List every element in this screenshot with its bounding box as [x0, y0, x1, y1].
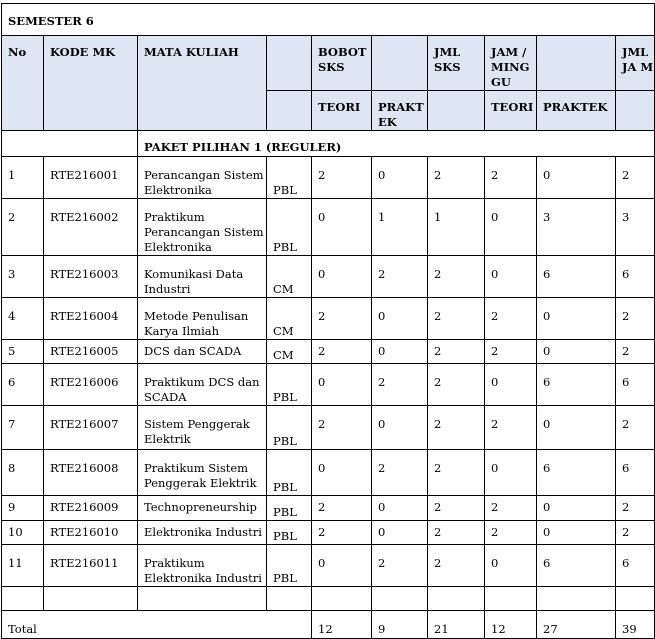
- course-jml-jam: 3: [616, 199, 655, 256]
- paket-blank: [2, 131, 138, 157]
- course-jml-sks: 2: [428, 364, 485, 406]
- course-praktek: 0: [372, 406, 428, 450]
- col-subheader-jam-teori: TEORI: [485, 91, 537, 131]
- course-code: RTE216007: [44, 406, 138, 450]
- course-praktek: 0: [372, 496, 428, 521]
- course-jam-praktek: 6: [537, 545, 616, 587]
- table-row: [2, 157, 655, 199]
- course-jml-jam: 6: [616, 545, 655, 587]
- course-method: CM: [267, 256, 312, 298]
- col-header-bobot-blank: [372, 36, 428, 91]
- course-jml-sks: 2: [428, 256, 485, 298]
- course-method: PBL: [267, 406, 312, 450]
- empty-cell: [372, 587, 428, 611]
- course-code: RTE216008: [44, 450, 138, 496]
- course-jam-teori: 2: [485, 521, 537, 545]
- course-jml-sks: 2: [428, 298, 485, 340]
- course-method: PBL: [267, 364, 312, 406]
- course-teori: 2: [312, 496, 372, 521]
- col-header-jam-minggu: JAM / MING GU: [485, 36, 537, 91]
- course-teori: 2: [312, 157, 372, 199]
- table-row: [2, 199, 655, 256]
- course-jml-jam: 2: [616, 406, 655, 450]
- course-method: PBL: [267, 450, 312, 496]
- semester-title-row: [2, 4, 655, 36]
- col-subheader-jml-sks-blank: [428, 91, 485, 131]
- course-jml-sks: 2: [428, 340, 485, 364]
- course-jam-praktek: 6: [537, 256, 616, 298]
- table-row: [2, 545, 655, 587]
- course-jml-jam: 2: [616, 157, 655, 199]
- course-praktek: 2: [372, 545, 428, 587]
- course-teori: 0: [312, 364, 372, 406]
- course-jam-teori: 0: [485, 199, 537, 256]
- course-jam-praktek: 6: [537, 450, 616, 496]
- course-teori: 0: [312, 545, 372, 587]
- course-jml-jam: 2: [616, 521, 655, 545]
- table-row: [2, 340, 655, 364]
- empty-cell: [267, 587, 312, 611]
- course-teori: 2: [312, 298, 372, 340]
- course-jam-teori: 2: [485, 406, 537, 450]
- course-code: RTE216001: [44, 157, 138, 199]
- table-row: [2, 298, 655, 340]
- col-subheader-jam-praktek: PRAKTEK: [537, 91, 616, 131]
- course-name: Elektronika Industri: [138, 521, 267, 545]
- table-row: [2, 496, 655, 521]
- course-code: RTE216003: [44, 256, 138, 298]
- course-teori: 2: [312, 521, 372, 545]
- course-praktek: 2: [372, 450, 428, 496]
- empty-cell: [44, 587, 138, 611]
- col-header-jml-jam: JML JA M: [616, 36, 655, 91]
- course-teori: 0: [312, 450, 372, 496]
- course-jml-sks: 2: [428, 450, 485, 496]
- semester-title: SEMESTER 6: [2, 4, 655, 36]
- col-header-bobot-sks: BOBOT SKS: [312, 36, 372, 91]
- course-no: 7: [2, 406, 44, 450]
- course-name: Perancangan Sistem Elektronika: [138, 157, 267, 199]
- course-no: 9: [2, 496, 44, 521]
- course-name: Praktikum DCS dan SCADA: [138, 364, 267, 406]
- table-row: [2, 256, 655, 298]
- total-jml-sks: 21: [428, 611, 485, 639]
- course-no: 5: [2, 340, 44, 364]
- course-jam-teori: 2: [485, 340, 537, 364]
- course-jml-sks: 2: [428, 545, 485, 587]
- course-jam-teori: 0: [485, 364, 537, 406]
- col-subheader-praktek: PRAKT EK: [372, 91, 428, 131]
- course-name: Praktikum Perancangan Sistem Elektronika: [138, 199, 267, 256]
- course-jam-teori: 2: [485, 496, 537, 521]
- total-jml-jam: 39: [616, 611, 655, 639]
- col-subheader-jml-jam-blank: [616, 91, 655, 131]
- course-jml-jam: 2: [616, 496, 655, 521]
- course-no: 2: [2, 199, 44, 256]
- course-jml-jam: 2: [616, 340, 655, 364]
- course-praktek: 0: [372, 157, 428, 199]
- course-method: PBL: [267, 157, 312, 199]
- course-jam-teori: 2: [485, 298, 537, 340]
- course-teori: 0: [312, 256, 372, 298]
- course-jml-jam: 6: [616, 256, 655, 298]
- course-jml-jam: 6: [616, 450, 655, 496]
- total-teori: 12: [312, 611, 372, 639]
- col-subheader-teori: TEORI: [312, 91, 372, 131]
- course-jam-praktek: 0: [537, 298, 616, 340]
- course-no: 3: [2, 256, 44, 298]
- course-no: 8: [2, 450, 44, 496]
- course-jml-jam: 6: [616, 364, 655, 406]
- semester-course-table: [1, 3, 655, 639]
- header-row-1: [2, 36, 655, 91]
- course-method: CM: [267, 298, 312, 340]
- course-no: 4: [2, 298, 44, 340]
- empty-cell: [537, 587, 616, 611]
- course-name: Technopreneurship: [138, 496, 267, 521]
- col-header-kode-mk: KODE MK: [44, 36, 138, 131]
- course-method: CM: [267, 340, 312, 364]
- course-jml-sks: 1: [428, 199, 485, 256]
- course-no: 10: [2, 521, 44, 545]
- course-jml-sks: 2: [428, 406, 485, 450]
- course-jml-sks: 2: [428, 496, 485, 521]
- course-jml-jam: 2: [616, 298, 655, 340]
- course-name: Praktikum Elektronika Industri: [138, 545, 267, 587]
- course-praktek: 0: [372, 340, 428, 364]
- course-name: Komunikasi Data Industri: [138, 256, 267, 298]
- course-jam-teori: 0: [485, 256, 537, 298]
- course-praktek: 1: [372, 199, 428, 256]
- course-method: PBL: [267, 545, 312, 587]
- course-jam-praktek: 0: [537, 340, 616, 364]
- course-jam-teori: 0: [485, 450, 537, 496]
- course-jam-teori: 2: [485, 157, 537, 199]
- total-row: [2, 611, 655, 639]
- col-subheader-metode-blank: [267, 91, 312, 131]
- course-method: PBL: [267, 496, 312, 521]
- course-jam-praktek: 0: [537, 157, 616, 199]
- col-header-metode-blank: [267, 36, 312, 91]
- course-name: Sistem Penggerak Elektrik: [138, 406, 267, 450]
- empty-cell: [428, 587, 485, 611]
- course-praktek: 2: [372, 364, 428, 406]
- paket-label: PAKET PILIHAN 1 (REGULER): [138, 131, 655, 157]
- course-jml-sks: 2: [428, 521, 485, 545]
- course-no: 6: [2, 364, 44, 406]
- course-code: RTE216002: [44, 199, 138, 256]
- course-name: Praktikum Sistem Penggerak Elektrik: [138, 450, 267, 496]
- course-praktek: 2: [372, 256, 428, 298]
- empty-row: [2, 587, 655, 611]
- table-row: [2, 521, 655, 545]
- col-header-jml-sks: JML SKS: [428, 36, 485, 91]
- course-teori: 0: [312, 199, 372, 256]
- total-label: Total: [2, 611, 312, 639]
- course-praktek: 0: [372, 521, 428, 545]
- empty-cell: [312, 587, 372, 611]
- course-jam-praktek: 6: [537, 364, 616, 406]
- empty-cell: [616, 587, 655, 611]
- course-code: RTE216009: [44, 496, 138, 521]
- course-code: RTE216010: [44, 521, 138, 545]
- table-row: [2, 406, 655, 450]
- course-teori: 2: [312, 406, 372, 450]
- course-jml-sks: 2: [428, 157, 485, 199]
- course-name: DCS dan SCADA: [138, 340, 267, 364]
- course-praktek: 0: [372, 298, 428, 340]
- course-method: PBL: [267, 521, 312, 545]
- course-name: Metode Penulisan Karya Ilmiah: [138, 298, 267, 340]
- course-code: RTE216006: [44, 364, 138, 406]
- col-header-mata-kuliah: MATA KULIAH: [138, 36, 267, 131]
- course-code: RTE216004: [44, 298, 138, 340]
- empty-cell: [138, 587, 267, 611]
- total-praktek: 9: [372, 611, 428, 639]
- course-code: RTE216011: [44, 545, 138, 587]
- course-jam-praktek: 0: [537, 496, 616, 521]
- course-jam-praktek: 3: [537, 199, 616, 256]
- col-header-jam-blank: [537, 36, 616, 91]
- table-row: [2, 364, 655, 406]
- total-jam-praktek: 27: [537, 611, 616, 639]
- total-jam-teori: 12: [485, 611, 537, 639]
- course-jam-teori: 0: [485, 545, 537, 587]
- course-jam-praktek: 0: [537, 406, 616, 450]
- course-no: 1: [2, 157, 44, 199]
- course-teori: 2: [312, 340, 372, 364]
- empty-cell: [2, 587, 44, 611]
- empty-cell: [485, 587, 537, 611]
- course-no: 11: [2, 545, 44, 587]
- table-row: [2, 450, 655, 496]
- course-jam-praktek: 0: [537, 521, 616, 545]
- course-code: RTE216005: [44, 340, 138, 364]
- course-method: PBL: [267, 199, 312, 256]
- paket-row: [2, 131, 655, 157]
- col-header-no: No: [2, 36, 44, 131]
